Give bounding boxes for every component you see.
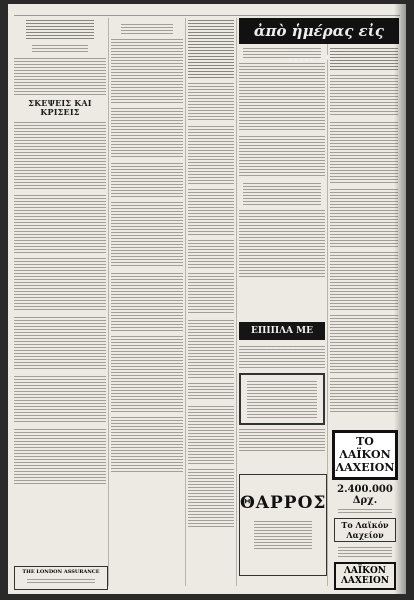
text-block bbox=[32, 43, 88, 53]
section-heading: ΣΚΕΨΕΙΣ ΚΑΙ ΚΡΙΣΕΙΣ bbox=[28, 98, 92, 118]
lottery-footer-box bbox=[334, 562, 396, 591]
text-block bbox=[27, 577, 95, 583]
column-rule bbox=[327, 18, 328, 586]
column-rule bbox=[185, 18, 186, 586]
text-block bbox=[14, 256, 106, 312]
text-block bbox=[26, 18, 94, 40]
text-block bbox=[330, 120, 398, 184]
text-block bbox=[330, 187, 398, 247]
text-block bbox=[188, 18, 234, 78]
column-rule bbox=[236, 18, 237, 586]
column-2 bbox=[111, 18, 183, 588]
boxed-ad bbox=[239, 373, 325, 425]
text-block bbox=[239, 427, 325, 453]
column-5 bbox=[330, 46, 398, 414]
text-block bbox=[239, 134, 325, 178]
text-block bbox=[14, 427, 106, 485]
text-block bbox=[330, 250, 398, 310]
lottery-name: Το Λαϊκόν Λαχείον bbox=[334, 518, 396, 542]
london-assurance-ad bbox=[14, 566, 108, 590]
lottery-title: ΤΟ ΛΑΪΚΟΝ ΛΑΧΕΙΟΝ bbox=[335, 435, 395, 475]
text-block bbox=[111, 271, 183, 331]
column-rule bbox=[108, 18, 109, 586]
column-3 bbox=[188, 18, 234, 588]
text-block bbox=[188, 238, 234, 268]
lottery-footer-title: ΛΑΪΚΟΝ ΛΑΧΕΙΟΝ bbox=[340, 565, 390, 586]
lottery-title-box bbox=[332, 430, 398, 480]
text-block bbox=[14, 56, 106, 96]
text-block bbox=[243, 181, 321, 205]
text-block bbox=[111, 415, 183, 473]
column-4-lower bbox=[239, 344, 325, 470]
text-block bbox=[330, 313, 398, 373]
epipla-ad: ΕΠΙΠΛΑ ΜΕ bbox=[239, 322, 325, 340]
text-block bbox=[188, 318, 234, 378]
text-block bbox=[121, 22, 173, 34]
section-banner bbox=[239, 18, 399, 44]
text-block bbox=[247, 379, 317, 419]
text-block bbox=[14, 193, 106, 253]
banner-title: ἀπὸ ἡμέρας εἰς bbox=[253, 22, 385, 40]
text-block bbox=[188, 381, 234, 401]
text-block bbox=[330, 46, 398, 70]
text-block bbox=[14, 374, 106, 424]
text-block bbox=[188, 467, 234, 527]
text-block bbox=[239, 208, 325, 278]
text-block bbox=[111, 37, 183, 103]
text-block bbox=[111, 161, 183, 197]
lottery-amount: 2.400.000 Δρχ. bbox=[337, 483, 393, 506]
text-block bbox=[188, 404, 234, 464]
text-block bbox=[338, 507, 392, 515]
text-block bbox=[239, 61, 325, 131]
text-block bbox=[111, 334, 183, 412]
text-block bbox=[254, 519, 312, 549]
column-1 bbox=[14, 18, 106, 588]
text-block bbox=[330, 73, 398, 117]
text-block bbox=[188, 271, 234, 315]
text-block bbox=[239, 344, 325, 370]
text-block bbox=[188, 81, 234, 121]
newspaper-page bbox=[8, 4, 406, 594]
text-block bbox=[188, 124, 234, 184]
text-block bbox=[330, 376, 398, 414]
text-block bbox=[111, 200, 183, 268]
text-block bbox=[14, 120, 106, 190]
text-block bbox=[243, 46, 321, 58]
text-block bbox=[188, 187, 234, 235]
tharros-title: ΘΑΡΡΟΣ bbox=[240, 493, 327, 513]
text-block bbox=[111, 106, 183, 158]
tharros-ad bbox=[239, 474, 327, 576]
text-block bbox=[338, 545, 392, 559]
london-title: THE LONDON ASSURANCE bbox=[22, 569, 100, 575]
laiko-lahio-ad bbox=[330, 430, 400, 590]
page-header bbox=[14, 7, 400, 16]
text-block bbox=[14, 315, 106, 371]
